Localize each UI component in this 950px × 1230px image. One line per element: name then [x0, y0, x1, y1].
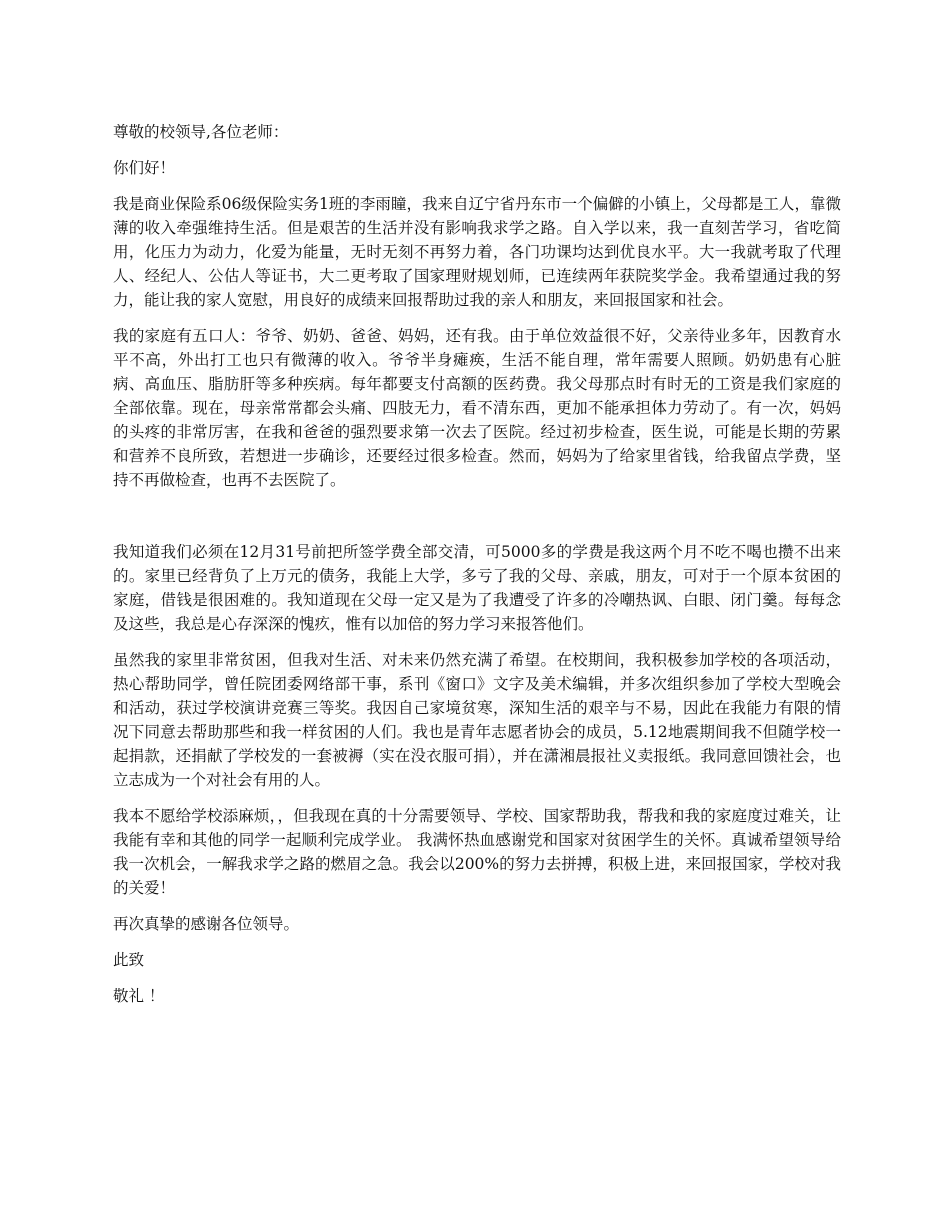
paragraph-request: 我本不愿给学校添麻烦，，但我现在真的十分需要领导、学校、国家帮助我，帮我和我的家庭度过难关，让我能有幸和其他的同学一起顺利完成学业。 我满怀热血感谢党和国家对贫困学生的关怀。真诚希望领导给我一次机会，一解我求学之路的燃眉之急。我会以200%的努力去拼搏，积极上进，来回报国家，学校对我的关爱！	[113, 807, 841, 897]
closing-line-1: 此致	[113, 951, 145, 969]
paragraph-introduction: 我是商业保险系06级保险实务1班的李雨瞳，我来自辽宁省丹东市一个偏僻的小镇上，父母都是工人，靠微薄的收入牵强维持生活。但是艰苦的生活并没有影响我求学之路。自入学以来，我一直刻苦学习，省吃简用，化压力为动力，化爱为能量，无时无刻不再努力着，各门功课均达到优良水平。大一我就考取了代理人、经纪人、公估人等证书，大二更考取了国家理财规划师，已连续两年获院奖学金。我希望通过我的努力，能让我的家人宽慰，用良好的成绩来回报帮助过我的亲人和朋友，来回报国家和社会。	[113, 195, 841, 309]
salutation: 尊敬的校领导,各位老师：	[113, 123, 289, 141]
paragraph-activities: 虽然我的家里非常贫困，但我对生活、对未来仍然充满了希望。在校期间，我积极参加学校的各项活动，热心帮助同学，曾任院团委网络部干事，系刊《窗口》文字及美术编辑，并多次组织参加了学校大型晚会和活动，获过学校演讲竞赛三等奖。我因自己家境贫寒，深知生活的艰辛与不易，因此在我能力有限的情况下同意去帮助那些和我一样贫困的人们。我也是青年志愿者协会的成员，5.12地震期间我不但随学校一起捐款，还捐献了学校发的一套被褥（实在没衣服可捐），并在潇湘晨报社义卖报纸。我同意回馈社会，也立志成为一个对社会有用的人。	[113, 651, 841, 789]
blank-line	[113, 504, 841, 540]
closing-line-2: 敬礼 ！	[113, 987, 165, 1005]
letter-body	[113, 120, 841, 1020]
paragraph-family: 我的家庭有五口人：爷爷、奶奶、爸爸、妈妈，还有我。由于单位效益很不好，父亲待业多年，因教育水平不高，外出打工也只有微薄的收入。爷爷半身瘫痪，生活不能自理，常年需要人照顾。奶奶患有心脏病、高血压、脂肪肝等多种疾病。每年都要支付高额的医药费。我父母那点时有时无的工资是我们家庭的全部依靠。现在，母亲常常都会头痛、四肢无力，看不清东西，更加不能承担体力劳动了。有一次，妈妈的头疼的非常厉害，在我和爸爸的强烈要求第一次去了医院。经过初步检查，医生说，可能是长期的劳累和营养不良所致，若想进一步确诊，还要经过很多检查。然而，妈妈为了给家里省钱，给我留点学费，坚持不再做检查，也再不去医院了。	[113, 327, 841, 489]
paragraph-tuition: 我知道我们必须在12月31号前把所签学费全部交清，可5000多的学费是我这两个月不吃不喝也攒不出来的。家里已经背负了上万元的债务，我能上大学，多亏了我的父母、亲戚，朋友，可对于一个原本贫困的家庭，借钱是很困难的。我知道现在父母一定又是为了我遭受了许多的冷嘲热讽、白眼、闭门羹。每每念及这些，我总是心存深深的愧疚，惟有以加倍的努力学习来报答他们。	[113, 543, 841, 633]
thanks-line: 再次真挚的感谢各位领导。	[113, 915, 300, 933]
greeting: 你们好！	[113, 159, 176, 177]
